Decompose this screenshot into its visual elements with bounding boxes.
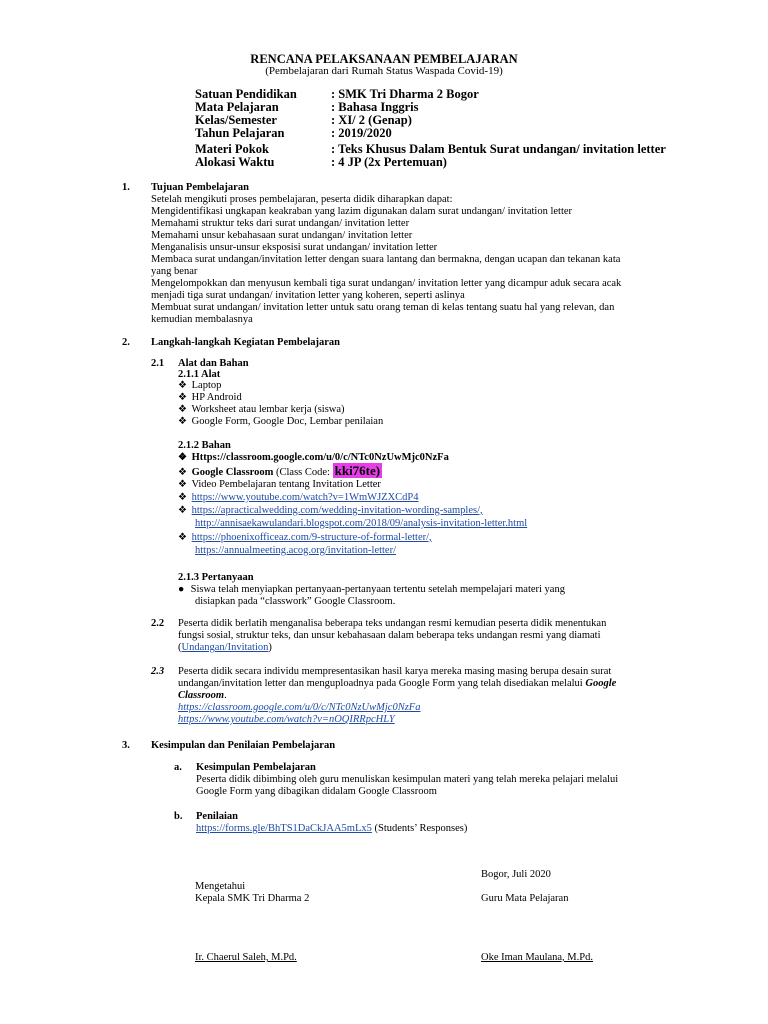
paragraph-text: undangan/invitation letter dan menguploadnya pada Google Form yang telah disediakan melalui [178, 678, 586, 689]
paragraph-line [178, 713, 395, 726]
diamond-bullet-icon: ❖ [178, 380, 187, 391]
subsection-title: 2.1.2 Bahan [178, 440, 231, 451]
subsection-number: 2.2 [151, 618, 165, 629]
identity-value: : 4 JP (2x Pertemuan) [331, 155, 447, 169]
signature-left-line: Mengetahui [195, 881, 246, 892]
paragraph-line: Google Form yang dibagikan didalam Google Classroom [196, 786, 437, 797]
list-item-continuation: disiapkan pada “classwork” Google Classroom. [195, 596, 396, 607]
paragraph-line: Mengelompokkan dan menyusun kembali tiga surat undangan/ invitation letter yang dicampur aduk secara acak [151, 278, 622, 289]
diamond-bullet-icon: ❖ [178, 452, 187, 463]
subsection-title: 2.1.1 Alat [178, 369, 221, 380]
paragraph-line: Menganalisis unsur-unsur eksposisi surat undangan/ invitation letter [151, 242, 438, 253]
acog-invitation-link[interactable]: https://annualmeeting.acog.org/invitation-letter/ [195, 545, 397, 556]
google-form-link[interactable]: https://forms.gle/BhTS1DaCkJAA5mLx5 [196, 823, 372, 834]
identity-label: Mata Pelajaran [195, 100, 279, 114]
youtube-link[interactable]: https://www.youtube.com/watch?v=nOQIRRpcHLY [178, 714, 395, 725]
paragraph-line: Peserta didik secara individu mempresentasikan hasil karya mereka masing masing berupa desain surat [178, 666, 612, 677]
paragraph-line: Memahami struktur teks dari surat undangan/ invitation letter [151, 218, 410, 229]
diamond-bullet-icon: ❖ [178, 467, 187, 478]
section-number: 1. [122, 182, 130, 193]
diamond-bullet-icon: ❖ [178, 479, 187, 490]
list-item [178, 464, 382, 479]
section-number: 2. [122, 337, 130, 348]
list-item-continuation [195, 517, 527, 530]
identity-value: : 2019/2020 [331, 126, 392, 140]
class-code-highlight: kki76te) [334, 463, 381, 478]
document-title: RENCANA PELAKSANAAN PEMBELAJARAN [250, 52, 518, 66]
classroom-url: Https://classroom.google.com/u/0/c/NTc0NzUwMjc0NzFa [191, 452, 449, 463]
list-item-label: Google Form, Google Doc, Lembar penilaian [191, 416, 384, 427]
paragraph-text: (Students’ Responses) [371, 823, 468, 834]
google-text: Google [585, 678, 617, 689]
identity-label: Alokasi Waktu [195, 155, 275, 169]
list-marker: b. [174, 811, 183, 822]
list-item-continuation [195, 544, 396, 557]
list-item-label: Video Pembelajaran tentang Invitation Letter [191, 479, 381, 490]
paragraph-line: menjadi tiga surat undangan/ invitation letter yang koheren, seperti aslinya [151, 290, 465, 301]
identity-value: : Teks Khusus Dalam Bentuk Surat undangan/ invitation letter [331, 142, 666, 156]
wedding-invitation-link[interactable]: https://apracticalwedding.com/wedding-invitation-wording-samples/, [191, 505, 483, 516]
paragraph-line [196, 822, 467, 835]
list-item [178, 504, 483, 517]
list-item [178, 491, 419, 504]
signature-right-line: Guru Mata Pelajaran [481, 893, 569, 904]
identity-value: : XI/ 2 (Genap) [331, 113, 412, 127]
classroom-text: Classroom [178, 690, 225, 701]
subsection-number: 2.1 [151, 358, 165, 369]
diamond-bullet-icon: ❖ [178, 492, 187, 503]
diamond-bullet-icon: ❖ [178, 404, 187, 415]
diamond-bullet-icon: ❖ [178, 532, 187, 543]
identity-label: Materi Pokok [195, 142, 269, 156]
paragraph-line: kemudian membalasnya [151, 314, 253, 325]
paragraph-line: Setelah mengikuti proses pembelajaran, peserta didik diharapkan dapat: [151, 194, 453, 205]
section-number: 3. [122, 740, 130, 751]
paragraph-line: Membaca surat undangan/invitation letter dengan suara lantang dan bermakna, dengan ucapan dan tekanan kata [151, 254, 621, 265]
list-item-label: Laptop [191, 380, 222, 391]
blog-analysis-link[interactable]: http://annisaekawulandari.blogspot.com/2018/09/analysis-invitation-letter.html [195, 518, 528, 529]
list-item-label: HP Android [191, 392, 242, 403]
teacher-name: Oke Iman Maulana, M.Pd. [481, 952, 593, 963]
section-title: Tujuan Pembelajaran [151, 182, 249, 193]
identity-value: : Bahasa Inggris [331, 100, 419, 114]
identity-label: Tahun Pelajaran [195, 126, 285, 140]
identity-value: : SMK Tri Dharma 2 Bogor [331, 87, 479, 101]
list-item-label: Worksheet atau lembar kerja (siswa) [191, 404, 345, 415]
list-item-label: Siswa telah menyiapkan pertanyaan-pertanyaan tertentu setelah mempelajari materi yang [190, 584, 565, 595]
undangan-invitation-link[interactable]: Undangan/Invitation [181, 642, 269, 653]
google-classroom-label: Google Classroom [191, 467, 274, 478]
bullet-dot-icon: ● [178, 584, 185, 595]
formal-letter-link[interactable]: https://phoenixofficeaz.com/9-structure-of-formal-letter/, [191, 532, 432, 543]
principal-name: Ir. Chaerul Saleh, M.Pd. [195, 952, 297, 963]
class-code-prefix: (Class Code: [273, 467, 333, 478]
diamond-bullet-icon: ❖ [178, 416, 187, 427]
subsection-title: 2.1.3 Pertanyaan [178, 572, 254, 583]
paragraph-line: Memahami unsur kebahasaan surat undangan/ invitation letter [151, 230, 413, 241]
identity-label: Satuan Pendidikan [195, 87, 297, 101]
paragraph-line [178, 677, 616, 690]
subsection-title: Penilaian [196, 811, 239, 822]
classroom-link[interactable]: https://classroom.google.com/u/0/c/NTc0NzUwMjc0NzFa [178, 702, 421, 713]
section-title: Langkah-langkah Kegiatan Pembelajaran [151, 337, 341, 348]
diamond-bullet-icon: ❖ [178, 505, 187, 516]
paragraph-text: . [224, 690, 227, 701]
section-title: Kesimpulan dan Penilaian Pembelajaran [151, 740, 336, 751]
subsection-number: 2.3 [151, 666, 165, 677]
paragraph-line: Peserta didik dibimbing oleh guru menuliskan kesimpulan materi yang telah mereka pelajari melalui [196, 774, 619, 785]
paragraph-line: yang benar [151, 266, 198, 277]
list-item [178, 451, 449, 464]
subsection-title: Alat dan Bahan [178, 358, 249, 369]
paragraph-line: Membuat surat undangan/ invitation letter untuk satu orang teman di kelas tentang suatu hal yang relevan, dan [151, 302, 615, 313]
signature-left-line: Kepala SMK Tri Dharma 2 [195, 893, 310, 904]
list-marker: a. [174, 762, 182, 773]
paragraph-line [178, 641, 272, 654]
identity-label: Kelas/Semester [195, 113, 277, 127]
document-subtitle: (Pembelajaran dari Rumah Status Waspada Covid-19) [265, 65, 503, 77]
youtube-link[interactable]: https://www.youtube.com/watch?v=1WmWJZXCdP4 [191, 492, 419, 503]
paragraph-line: Peserta didik berlatih menganalisa beberapa teks undangan resmi kemudian peserta didik menentukan [178, 618, 607, 629]
subsection-title: Kesimpulan Pembelajaran [196, 762, 316, 773]
diamond-bullet-icon: ❖ [178, 392, 187, 403]
list-item [178, 478, 381, 491]
place-date: Bogor, Juli 2020 [481, 869, 551, 880]
paren-close: ) [268, 642, 272, 653]
list-item [178, 531, 432, 544]
list-item [178, 415, 383, 428]
paragraph-line: fungsi sosial, struktur teks, dan unsur kebahasaan dalam beberapa teks undangan resmi yang diamati [178, 630, 601, 641]
paragraph-line: Mengidentifikasi ungkapan keakraban yang lazim digunakan dalam surat undangan/ invitation letter [151, 206, 573, 217]
paren-open: ( [178, 642, 182, 653]
